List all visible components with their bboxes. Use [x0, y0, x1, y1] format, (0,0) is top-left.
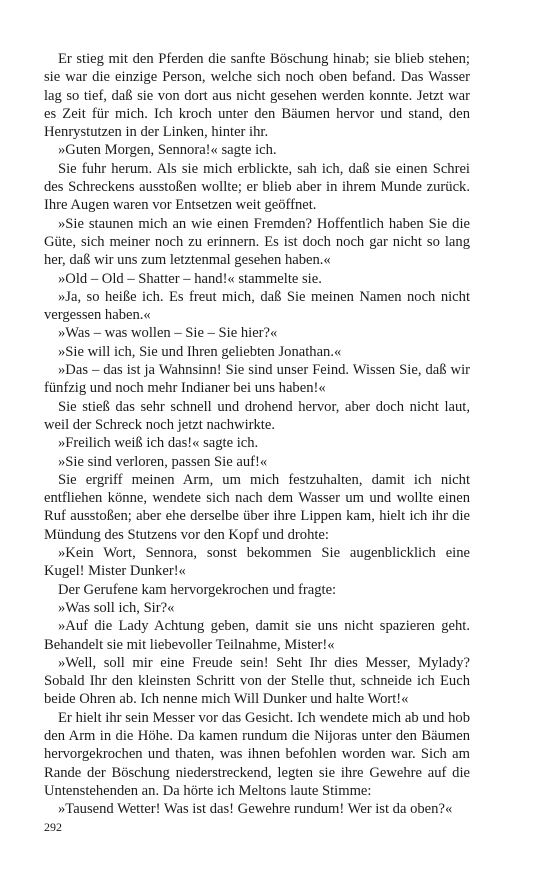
paragraph-9: »Das – das ist ja Wahnsinn! Sie sind unser Feind. Wissen Sie, daß wir fünfzig und noch mehr Indianer bei uns haben!« [44, 362, 470, 397]
paragraph-18: »Well, soll mir eine Freude sein! Seht Ihr dies Messer, Mylady? Sobald Ihr den kleinsten Schritt von der Stelle thut, schneide ich Euch beide Ohren ab. Ich nenne mich Will Dunker und halte Wort!« [44, 654, 470, 708]
paragraph-12: »Sie sind verloren, passen Sie auf!« [58, 453, 268, 470]
paragraph-2: »Guten Morgen, Sennora!« sagte ich. [58, 142, 277, 159]
book-page [44, 50, 470, 818]
paragraph-1: Er stieg mit den Pferden die sanfte Böschung hinab; sie blieb stehen; sie war die einzige Person, welche sich noch oben befand. Das Wasser lag so tief, daß sie von dort aus nicht gesehen werden konnte. Jetzt war es Zeit für mich. Ich kroch unter den Bäumen hervor und stand, den Henrystutzen in der Linken, hinter ihr. [44, 51, 470, 141]
paragraph-17: »Auf die Lady Achtung geben, damit sie uns nicht spazieren geht. Behandelt sie mit liebevoller Teilnahme, Mister!« [44, 618, 470, 653]
paragraph-8: »Sie will ich, Sie und Ihren geliebten Jonathan.« [58, 343, 342, 360]
paragraph-14: »Kein Wort, Sennora, sonst bekommen Sie augenblicklich eine Kugel! Mister Dunker!« [44, 545, 470, 580]
paragraph-4: »Sie staunen mich an wie einen Fremden? Hoffentlich haben Sie die Güte, sich meiner noch zu erinnern. Es ist doch noch gar nicht so lang her, daß wir uns zum letztenmal gesehen haben.« [44, 215, 470, 269]
paragraph-20: »Tausend Wetter! Was ist das! Gewehre rundum! Wer ist da oben?« [58, 801, 453, 818]
paragraph-3: Sie fuhr herum. Als sie mich erblickte, sah ich, daß sie einen Schrei des Schreckens ausstoßen wollte; er blieb aber in ihrem Munde zurück. Ihre Augen waren vor Entsetzen weit geöffnet. [44, 160, 470, 214]
paragraph-10: Sie stieß das sehr schnell und drohend hervor, aber doch nicht laut, weil der Schreck noch jetzt nachwirkte. [44, 398, 470, 433]
page-number: 292 [44, 820, 62, 834]
paragraph-7: »Was – was wollen – Sie – Sie hier?« [58, 325, 278, 342]
paragraph-16: »Was soll ich, Sir?« [58, 599, 175, 616]
paragraph-19: Er hielt ihr sein Messer vor das Gesicht. Ich wendete mich ab und hob den Arm in die Höhe. Da kamen rundum die Nijoras unter den Bäumen hervorgekrochen und thaten, was ihnen befohlen worden war. Sich am Rande der Böschung niederstreckend, legten sie ihre Gewehre auf die Untenstehenden an. Da hörte ich Meltons laute Stimme: [44, 709, 470, 799]
paragraph-13: Sie ergriff meinen Arm, um mich festzuhalten, damit ich nicht entfliehen könne, wendete sich nach dem Wasser um und wollte einen Ruf ausstoßen; aber ehe derselbe über ihre Lippen kam, hielt ich ihr die Mündung des Stutzens vor den Kopf und drohte: [44, 471, 470, 543]
body-text [44, 50, 470, 818]
paragraph-6: »Ja, so heiße ich. Es freut mich, daß Sie meinen Namen noch nicht vergessen haben.« [44, 288, 470, 324]
paragraph-11: »Freilich weiß ich das!« sagte ich. [58, 435, 259, 452]
paragraph-15: Der Gerufene kam hervorgekrochen und fragte: [58, 581, 337, 598]
paragraph-5: »Old – Old – Shatter – hand!« stammelte sie. [58, 270, 322, 287]
